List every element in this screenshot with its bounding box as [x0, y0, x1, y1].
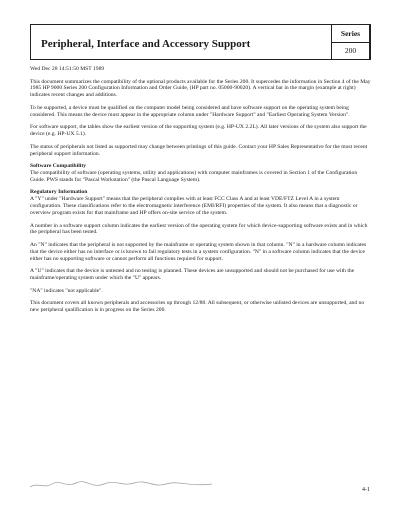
handwritten-mark: [30, 478, 212, 491]
paragraph-summary: This document summarizes the compatibility of the optional products available for the Series 200. It supercedes the information in Section 4 of the May 1985 HP 9000 Series 200 Configuration Information and Order Guide, (HP part no. 05000-90020). A vertical bar in the margin (example at right) indicates recent changes and additions.: [30, 78, 371, 99]
page-number: 4-1: [362, 487, 370, 493]
series-number: 200: [344, 45, 357, 55]
document-title: Peripheral, Interface and Accessory Support: [41, 38, 251, 50]
regulatory-heading: Regulatory Information: [30, 189, 88, 196]
document-date: Wed Dec 28 14:51:50 MST 1989: [30, 66, 105, 72]
regulatory-text: A "Y" under "Hardware Support" means that the peripheral complies with at least FCC Class A and at least VDE/FTZ Level A in a system configuration. These classifications refer to the electromagnetic interference (EMI/RFI) properties of the system. It also means that a diagnostic or overview program exists for that mainframe and HP offers on-site service of the system.: [30, 196, 358, 217]
software-compat-heading: Software Compatibility: [30, 163, 86, 170]
series-box: [331, 24, 371, 60]
series-divider: [332, 42, 370, 43]
paragraph-u-meaning: A "U" indicates that the device is untested and no testing is planned. These devices are unsupported and should not be purchased for use with the mainframe/operating system under which the "U" appears.: [30, 268, 355, 282]
paragraph-support-requirements: To be supported, a device must be qualified on the computer model being considered and have software support on the operating system being considered. This means the device must appear in the appropriate column under "Hardware Support" and "Earliest Operating System Version".: [30, 104, 350, 118]
paragraph-n-meaning: An "N" indicates that the peripheral is not supported by the mainframe or operating system shown in that column. "N" in a hardware column indicates that the device either has no interface or is known to fail regulatory tests in a system configuration. "N" in a software column indicates that the device either has no supporting software or cannot perform all functions required for support.: [30, 241, 367, 262]
paragraph-software-versions: For software support, the tables show the earliest version of the supporting system (e.g. HP-UX 2.2L). All later versions of the system also support the device (e.g. HP-UX 5.1).: [30, 124, 367, 138]
document-header: [30, 24, 370, 60]
series-label: Series: [340, 28, 361, 38]
paragraph-number-meaning: A number in a software support column indicates the earliest version of the operating system for which device-supporting software exists and in which the peripheral has been tested.: [30, 222, 368, 236]
document-body: [30, 66, 372, 320]
software-compat-text: The compatibility of software (operating systems, utility and applications) with computer mainframes is covered in Section 1 of the Configuration Guide. PWS stands for "Pascal Workstation" (the Pascal Language System).: [30, 169, 358, 183]
paragraph-coverage: This document covers all known peripherals and accessories up through 12/88. All subsequent, or otherwise unlisted devices are unsupported, and no new peripheral qualification is in progress on the Series 200.: [30, 300, 365, 314]
paragraph-na-meaning: "NA" indicates "not applicable".: [30, 287, 103, 294]
paragraph-status-notice: The status of peripherals not listed as supported may change between printings of this guide. Contact your HP Sales Representative for the most recent peripheral support information.: [30, 143, 368, 157]
